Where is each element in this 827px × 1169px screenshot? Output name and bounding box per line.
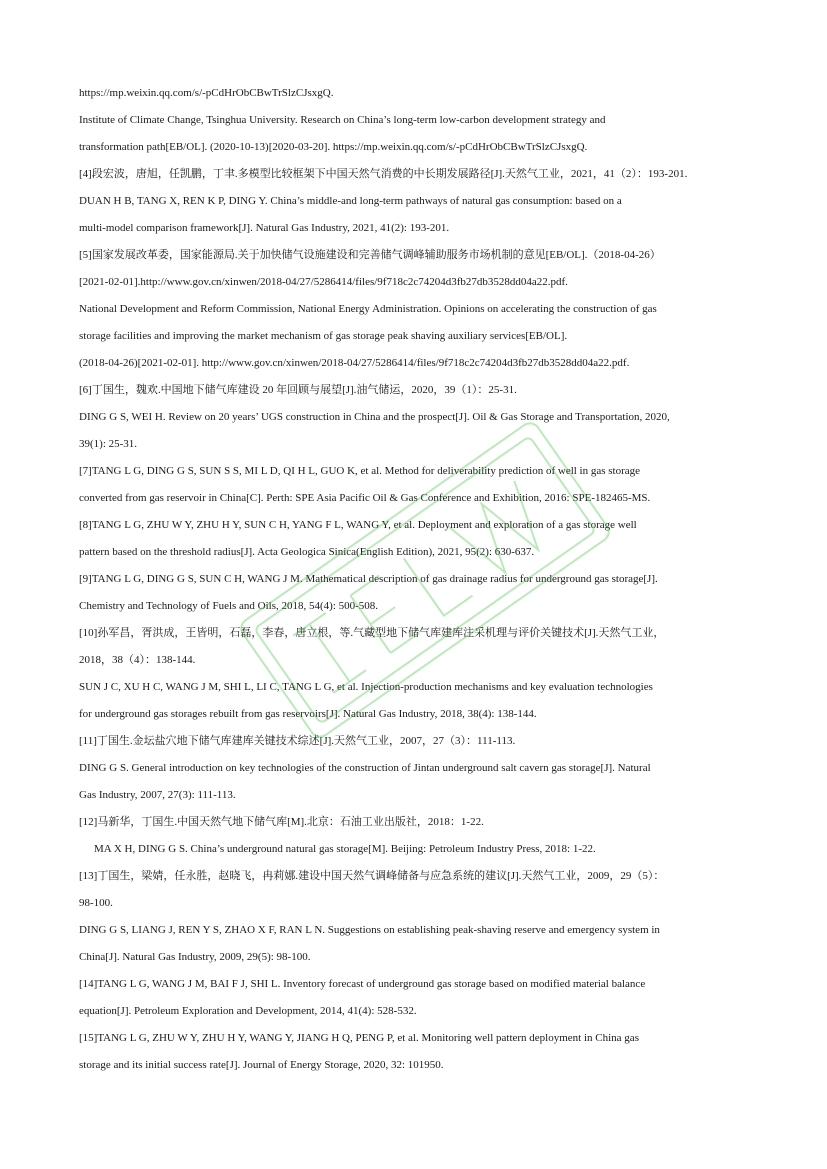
reference-line: https://mp.weixin.qq.com/s/-pCdHrObCBwTrSlzCJsxgQ. <box>79 87 334 99</box>
reference-line: National Development and Reform Commission, National Energy Administration. Opinions on accelerating the construction of gas <box>79 303 657 315</box>
reference-line: storage and its initial success rate[J]. Journal of Energy Storage, 2020, 32: 101950. <box>79 1059 444 1071</box>
reference-line: Chemistry and Technology of Fuels and Oils, 2018, 54(4): 500-508. <box>79 600 379 612</box>
reference-line: (2018-04-26)[2021-02-01]. http://www.gov.cn/xinwen/2018-04/27/5286414/files/9f718c2c74204d3fb27db3528dd04a22.pdf. <box>79 357 630 369</box>
reference-line: [7]TANG L G, DING G S, SUN S S, MI L D, QI H L, GUO K, et al. Method for deliverability prediction of well in gas storage <box>79 465 641 477</box>
reference-line: [2021-02-01].http://www.gov.cn/xinwen/2018-04/27/5286414/files/9f718c2c74204d3fb27db3528dd04a22.pdf. <box>79 276 568 288</box>
reference-line: [13]丁国生，梁婧，任永胜，赵晓飞，冉莉娜.建设中国天然气调峰储备与应急系统的建议[J].天然气工业，2009，29（5）： <box>79 870 665 882</box>
reference-line: 98-100. <box>79 897 113 909</box>
reference-line: 2018，38（4）：138-144. <box>79 654 196 666</box>
reference-line: [10]孙军昌，胥洪成，王皆明，石磊，李春，唐立根，等.气藏型地下储气库建库注采机理与评价关键技术[J].天然气工业， <box>79 627 665 639</box>
reference-line: converted from gas reservoir in China[C]. Perth: SPE Asia Pacific Oil & Gas Conference and Exhibition, 2016: SPE-182465-MS. <box>79 492 651 504</box>
reference-line: equation[J]. Petroleum Exploration and Development, 2014, 41(4): 528-532. <box>79 1005 417 1017</box>
reference-line: DING G S, WEI H. Review on 20 years’ UGS construction in China and the prospect[J]. Oil & Gas Storage and Transportation, 2020, <box>79 411 670 423</box>
reference-line: pattern based on the threshold radius[J]. Acta Geologica Sinica(English Edition), 2021, 95(2): 630-637. <box>79 546 535 558</box>
reference-line: [4]段宏波，唐旭，任凯鹏，丁聿.多模型比较框架下中国天然气消费的中长期发展路径[J].天然气工业，2021，41（2）：193-201. <box>79 168 688 180</box>
reference-line: storage facilities and improving the market mechanism of gas storage peak shaving auxiliary services[EB/OL]. <box>79 330 568 342</box>
reference-line: Institute of Climate Change, Tsinghua University. Research on China’s long-term low-carbon development strategy and <box>79 114 606 126</box>
reference-line: [6]丁国生，魏欢.中国地下储气库建设 20 年回顾与展望[J].油气储运，2020，39（1）：25-31. <box>79 384 517 396</box>
reference-line: [9]TANG L G, DING G S, SUN C H, WANG J M. Mathematical description of gas drainage radius for underground gas storage[J]. <box>79 573 658 585</box>
reference-line: [8]TANG L G, ZHU W Y, ZHU H Y, SUN C H, YANG F L, WANG Y, et al. Deployment and exploration of a gas storage well <box>79 519 637 531</box>
reference-line: for underground gas storages rebuilt from gas reservoirs[J]. Natural Gas Industry, 2018, 38(4): 138-144. <box>79 708 537 720</box>
reference-line: [12]马新华，丁国生.中国天然气地下储气库[M].北京：石油工业出版社，2018：1-22. <box>79 816 484 828</box>
reference-line: DING G S, LIANG J, REN Y S, ZHAO X F, RAN L N. Suggestions on establishing peak-shaving reserve and emergency system in <box>79 924 660 936</box>
reference-line: 39(1): 25-31. <box>79 438 138 450</box>
reference-line: multi-model comparison framework[J]. Natural Gas Industry, 2021, 41(2): 193-201. <box>79 222 450 234</box>
reference-line: transformation path[EB/OL]. (2020-10-13)[2020-03-20]. https://mp.weixin.qq.com/s/-pCdHrObCBwTrSlzCJsxgQ. <box>79 141 588 153</box>
reference-line: [15]TANG L G, ZHU W Y, ZHU H Y, WANG Y, JIANG H Q, PENG P, et al. Monitoring well pattern deployment in China gas <box>79 1032 639 1044</box>
reference-line: [14]TANG L G, WANG J M, BAI F J, SHI L. Inventory forecast of underground gas storage based on modified material balance <box>79 978 646 990</box>
reference-line: SUN J C, XU H C, WANG J M, SHI L, LI C, TANG L G, et al. Injection-production mechanisms and key evaluation technologies <box>79 681 653 693</box>
reference-line: [11]丁国生.金坛盐穴地下储气库建库关键技术综述[J].天然气工业，2007，27（3）：111-113. <box>79 735 516 747</box>
reference-line: MA X H, DING G S. China’s underground natural gas storage[M]. Beijing: Petroleum Industry Press, 2018: 1-22. <box>94 843 596 855</box>
reference-line: China[J]. Natural Gas Industry, 2009, 29(5): 98-100. <box>79 951 311 963</box>
reference-line: DUAN H B, TANG X, REN K P, DING Y. China’s middle-and long-term pathways of natural gas consumption: based on a <box>79 195 622 207</box>
reference-line: [5]国家发展改革委，国家能源局.关于加快储气设施建设和完善储气调峰辅助服务市场机制的意见[EB/OL].（2018-04-26） <box>79 249 661 261</box>
reference-line: Gas Industry, 2007, 27(3): 111-113. <box>79 789 236 801</box>
reference-line: DING G S. General introduction on key technologies of the construction of Jintan underground salt cavern gas storage[J]. Natural <box>79 762 651 774</box>
